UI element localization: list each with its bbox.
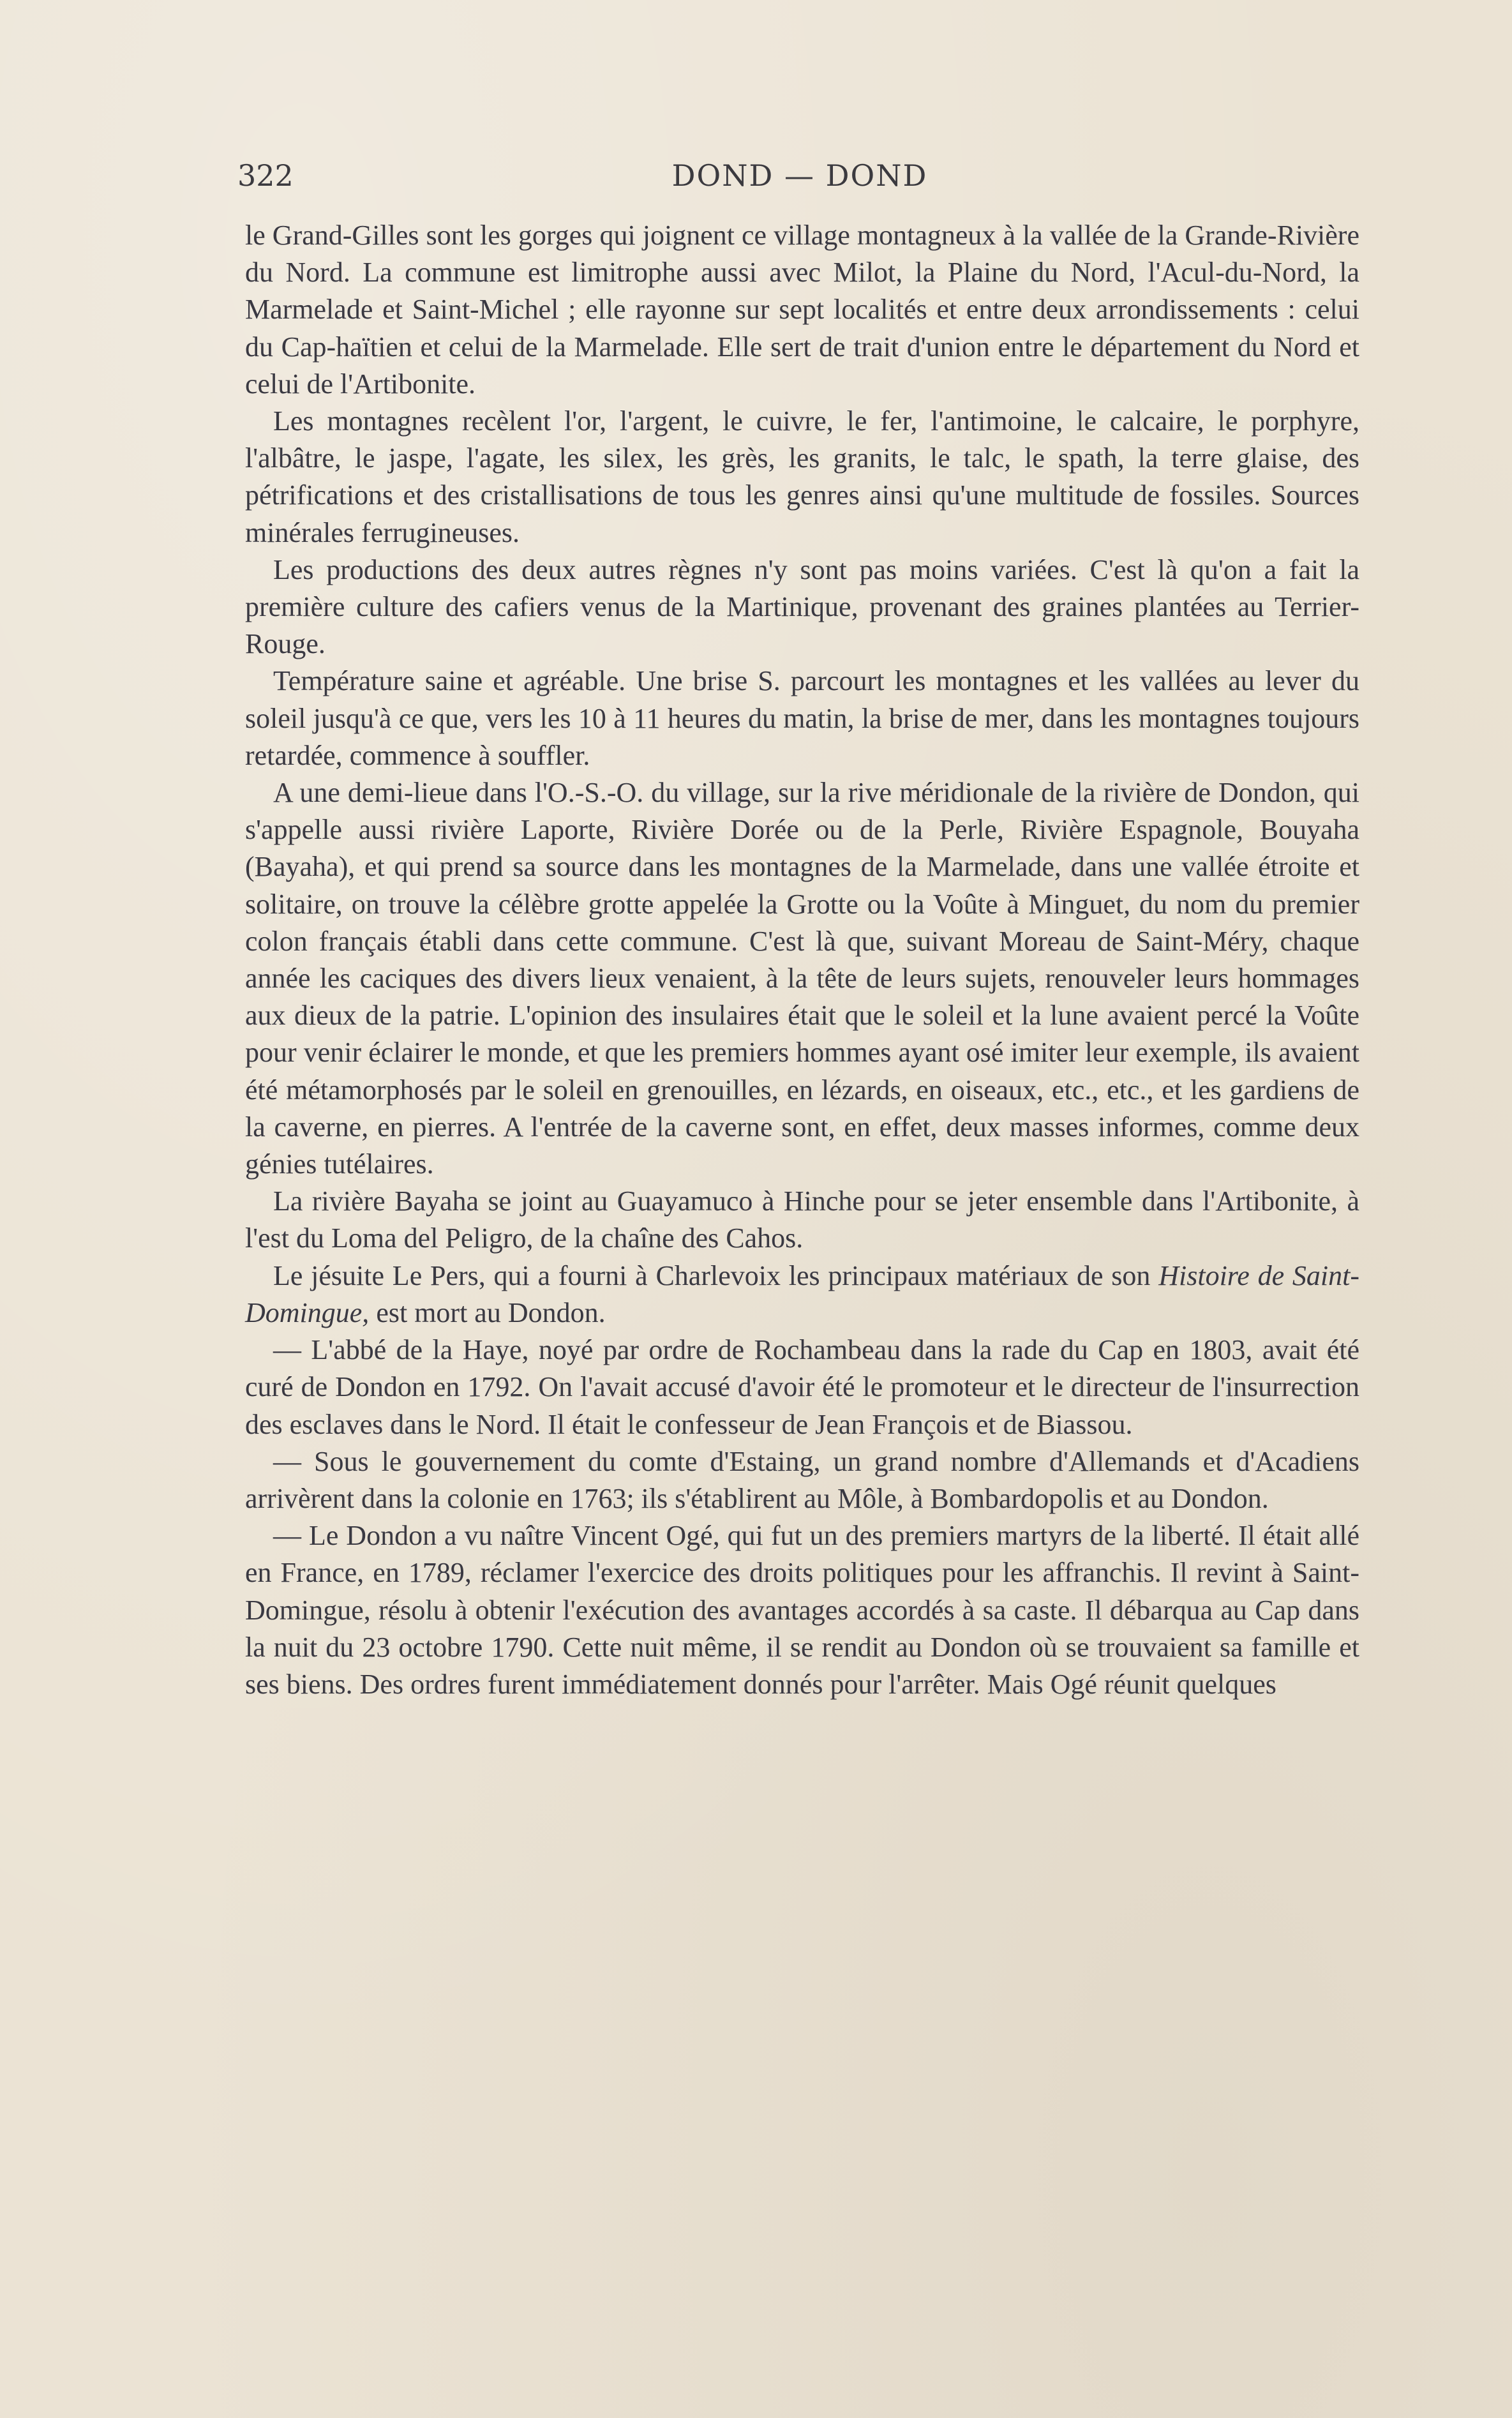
running-head: DOND — DOND bbox=[671, 158, 928, 193]
page-header bbox=[237, 158, 1362, 197]
paragraph-vincent-oge: — Le Dondon a vu naître Vincent Ogé, qui fut un des premiers martyrs de la liberté. Il était allé en France, en 1789, réclamer l'exercice des droits politiques pour les affranchis. Il revint à Saint-Domingue, résolu à obtenir l'exécution des avantages accordés à sa caste. Il débarqua au Cap dans la nuit du 23 octobre 1790. Cette nuit même, il se rendit au Dondon où se trouvaient sa famille et ses biens. Des ordres furent immédiatement donnés pour l'arrêter. Mais Ogé réunit quelques bbox=[245, 1520, 1359, 1700]
paragraph-grotto: A une demi-lieue dans l'O.-S.-O. du village, sur la rive méridionale de la rivière de Dondon, qui s'appelle aussi rivière Laporte, Rivière Dorée ou de la Perle, Rivière Espagnole, Bouyaha (Bayaha), et qui prend sa source dans les montagnes de la Marmelade, dans une vallée étroite et solitaire, on trouve la célèbre grotte appelée la Grotte ou la Voûte à Minguet, du nom du premier colon français établi dans cette commune. C'est là que, suivant Moreau de Saint-Méry, chaque année les caciques des divers lieux venaient, à la tête de leurs sujets, renouveler leurs hommages aux dieux de la patrie. L'opinion des insulaires était que le soleil et la lune avaient percé la Voûte pour venir éclairer le monde, et que les premiers hommes ayant osé imiter leur exemple, ils avaient été métamorphosés par le soleil en grenouilles, en lézards, en oiseaux, etc., etc., et les gardiens de la caverne, en pierres. A l'entrée de la caverne sont, en effet, deux masses informes, comme deux génies tutélaires. bbox=[245, 777, 1359, 1180]
page-number: 322 bbox=[237, 158, 294, 193]
paragraph-minerals: Les montagnes recèlent l'or, l'argent, le cuivre, le fer, l'antimoine, le calcaire, le porphyre, l'albâtre, le jaspe, l'agate, les silex, les grès, les granits, le talc, le spath, la terre glaise, des pétrifications et des cristallisations de tous les genres ainsi qu'une multitude de fossiles. Sources minérales ferrugineuses. bbox=[245, 405, 1359, 548]
paragraph-temperature: Température saine et agréable. Une brise S. parcourt les montagnes et les vallées au lever du soleil jusqu'à ce que, vers les 10 à 11 heures du matin, la brise de mer, dans les montagnes toujours retardée, commence à souffler. bbox=[245, 665, 1359, 771]
paragraph-bayaha-river: La rivière Bayaha se joint au Guayamuco à Hinche pour se jeter ensemble dans l'Artibonite, à l'est du Loma del Peligro, de la chaîne des Cahos. bbox=[245, 1185, 1359, 1254]
paragraph-estaing: — Sous le gouvernement du comte d'Estaing, un grand nombre d'Allemands et d'Acadiens arrivèrent dans la colonie en 1763; ils s'établirent au Môle, à Bombardopolis et au Dondon. bbox=[245, 1445, 1359, 1514]
paragraph-abbe-la-haye: — L'abbé de la Haye, noyé par ordre de Rochambeau dans la rade du Cap en 1803, avait été curé de Dondon en 1792. On l'avait accusé d'avoir été le promoteur et le directeur de l'insurrection des esclaves dans le Nord. Il était le confesseur de Jean François et de Biassou. bbox=[245, 1334, 1359, 1440]
paragraph-productions: Les productions des deux autres règnes n'y sont pas moins variées. C'est là qu'on a fait la première culture des cafiers venus de la Martinique, provenant des graines plantées au Terrier-Rouge. bbox=[245, 553, 1359, 660]
body-text bbox=[245, 217, 1359, 1703]
le-pers-text-before: Le jésuite Le Pers, qui a fourni à Charlevoix les principaux matériaux de son bbox=[273, 1259, 1159, 1291]
paragraph-continued: le Grand-Gilles sont les gorges qui joignent ce village montagneux à la vallée de la Grande-Rivière du Nord. La commune est limitrophe aussi avec Milot, la Plaine du Nord, l'Acul-du-Nord, la Marmelade et Saint-Michel ; elle rayonne sur sept localités et entre deux arrondissements : celui du Cap-haïtien et celui de la Marmelade. Elle sert de trait d'union entre le département du Nord et celui de l'Artibonite. bbox=[245, 220, 1359, 400]
book-title-italic: Histoire de Saint-Domingue, bbox=[245, 1259, 1359, 1328]
le-pers-text-after: est mort au Dondon. bbox=[369, 1296, 606, 1328]
paragraph-le-pers bbox=[245, 1258, 1359, 1332]
